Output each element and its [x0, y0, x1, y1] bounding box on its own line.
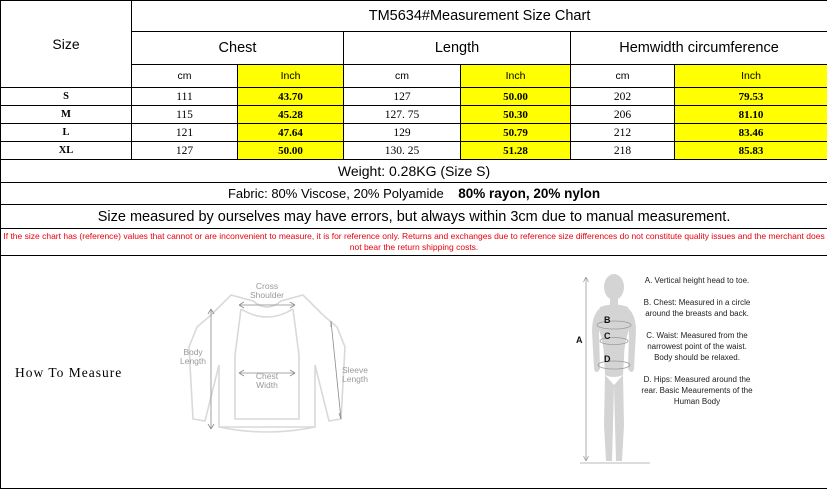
description-c: C. Waist: Measured from the narrowest point of the waist. Body should be relaxed.: [639, 330, 755, 363]
fabric-cell: [1, 183, 827, 205]
column-header-size: Size: [1, 1, 132, 88]
measurement-diagrams: [1, 257, 827, 487]
cell-chest-cm: 121: [132, 124, 238, 142]
table-row: [1, 124, 827, 142]
cell-hem-inch: 81.10: [675, 106, 827, 124]
description-d: D. Hips: Measured around the rear. Basic Meaurements of the Human Body: [639, 374, 755, 407]
garment-measurement-diagram-icon: [149, 269, 389, 469]
unit-header-chest-cm: cm: [132, 65, 238, 88]
label-cross-shoulder: Cross: [256, 281, 278, 291]
cell-chest-inch: 45.28: [238, 106, 344, 124]
cell-chest-cm: 111: [132, 88, 238, 106]
cell-length-cm: 127: [344, 88, 461, 106]
label-cross-shoulder-2: Shoulder: [250, 290, 284, 300]
unit-header-length-inch: Inch: [461, 65, 571, 88]
table-row: [1, 142, 827, 160]
unit-header-chest-inch: Inch: [238, 65, 344, 88]
unit-header-hem-cm: cm: [571, 65, 675, 88]
fabric-row: [1, 183, 827, 205]
cell-size: L: [1, 124, 132, 142]
table-row: [1, 88, 827, 106]
unit-header-hem-inch: Inch: [675, 65, 827, 88]
table-header-title-row: [1, 1, 827, 32]
cell-chest-inch: 47.64: [238, 124, 344, 142]
label-body-length: Body: [183, 347, 203, 357]
fabric-composition-alt: 80% rayon, 20% nylon: [458, 186, 600, 201]
label-body-length-2: Length: [180, 356, 206, 366]
table-row: [1, 106, 827, 124]
cell-length-inch: 50.30: [461, 106, 571, 124]
body-measurement-descriptions: [639, 275, 755, 407]
cell-length-inch: 51.28: [461, 142, 571, 160]
label-chest-width: Chest: [256, 371, 279, 381]
fabric-composition-primary: Fabric: 80% Viscose, 20% Polyamide: [228, 186, 444, 201]
cell-size: XL: [1, 142, 132, 160]
measure-tolerance-note: Size measured by ourselves may have errors, but always within 3cm due to manual measurement.: [1, 205, 827, 229]
cell-length-cm: 127. 75: [344, 106, 461, 124]
label-chest-width-2: Width: [256, 380, 278, 390]
cell-hem-cm: 218: [571, 142, 675, 160]
label-sleeve-length-2: Length: [342, 374, 368, 384]
cell-length-inch: 50.00: [461, 88, 571, 106]
column-group-hemwidth: Hemwidth circumference: [571, 32, 827, 65]
cell-size: M: [1, 106, 132, 124]
cell-size: S: [1, 88, 132, 106]
cell-hem-inch: 79.53: [675, 88, 827, 106]
cell-hem-cm: 212: [571, 124, 675, 142]
label-sleeve-length: Sleeve: [342, 365, 368, 375]
column-group-chest: Chest: [132, 32, 344, 65]
diagram-row: [1, 256, 827, 489]
cell-hem-cm: 206: [571, 106, 675, 124]
cell-hem-inch: 83.46: [675, 124, 827, 142]
description-a: A. Vertical height head to toe.: [639, 275, 755, 286]
cell-length-cm: 130. 25: [344, 142, 461, 160]
how-to-measure-label: How To Measure: [15, 365, 122, 381]
reference-disclaimer: If the size chart has (reference) values that cannot or are inconvenient to measure, it is for reference only. Returns and exchanges due to reference size differences do not constitute quality issues and the merchant does not bear the return shipping costs.: [1, 229, 827, 256]
description-b: B. Chest: Measured in a circle around the breasts and back.: [639, 297, 755, 319]
marker-d: D: [604, 354, 611, 364]
marker-a: A: [576, 335, 583, 345]
measure-note-row: [1, 205, 827, 229]
cell-length-cm: 129: [344, 124, 461, 142]
marker-b: B: [604, 315, 611, 325]
cell-hem-inch: 85.83: [675, 142, 827, 160]
marker-c: C: [604, 331, 611, 341]
diagram-cell: [1, 256, 827, 489]
disclaimer-row: [1, 229, 827, 256]
column-group-length: Length: [344, 32, 571, 65]
weight-row: [1, 160, 827, 183]
weight-text: Weight: 0.28KG (Size S): [1, 160, 827, 183]
cell-chest-cm: 127: [132, 142, 238, 160]
cell-hem-cm: 202: [571, 88, 675, 106]
cell-chest-inch: 43.70: [238, 88, 344, 106]
cell-chest-inch: 50.00: [238, 142, 344, 160]
cell-chest-cm: 115: [132, 106, 238, 124]
cell-length-inch: 50.79: [461, 124, 571, 142]
unit-header-length-cm: cm: [344, 65, 461, 88]
chart-title: TM5634#Measurement Size Chart: [132, 1, 827, 32]
